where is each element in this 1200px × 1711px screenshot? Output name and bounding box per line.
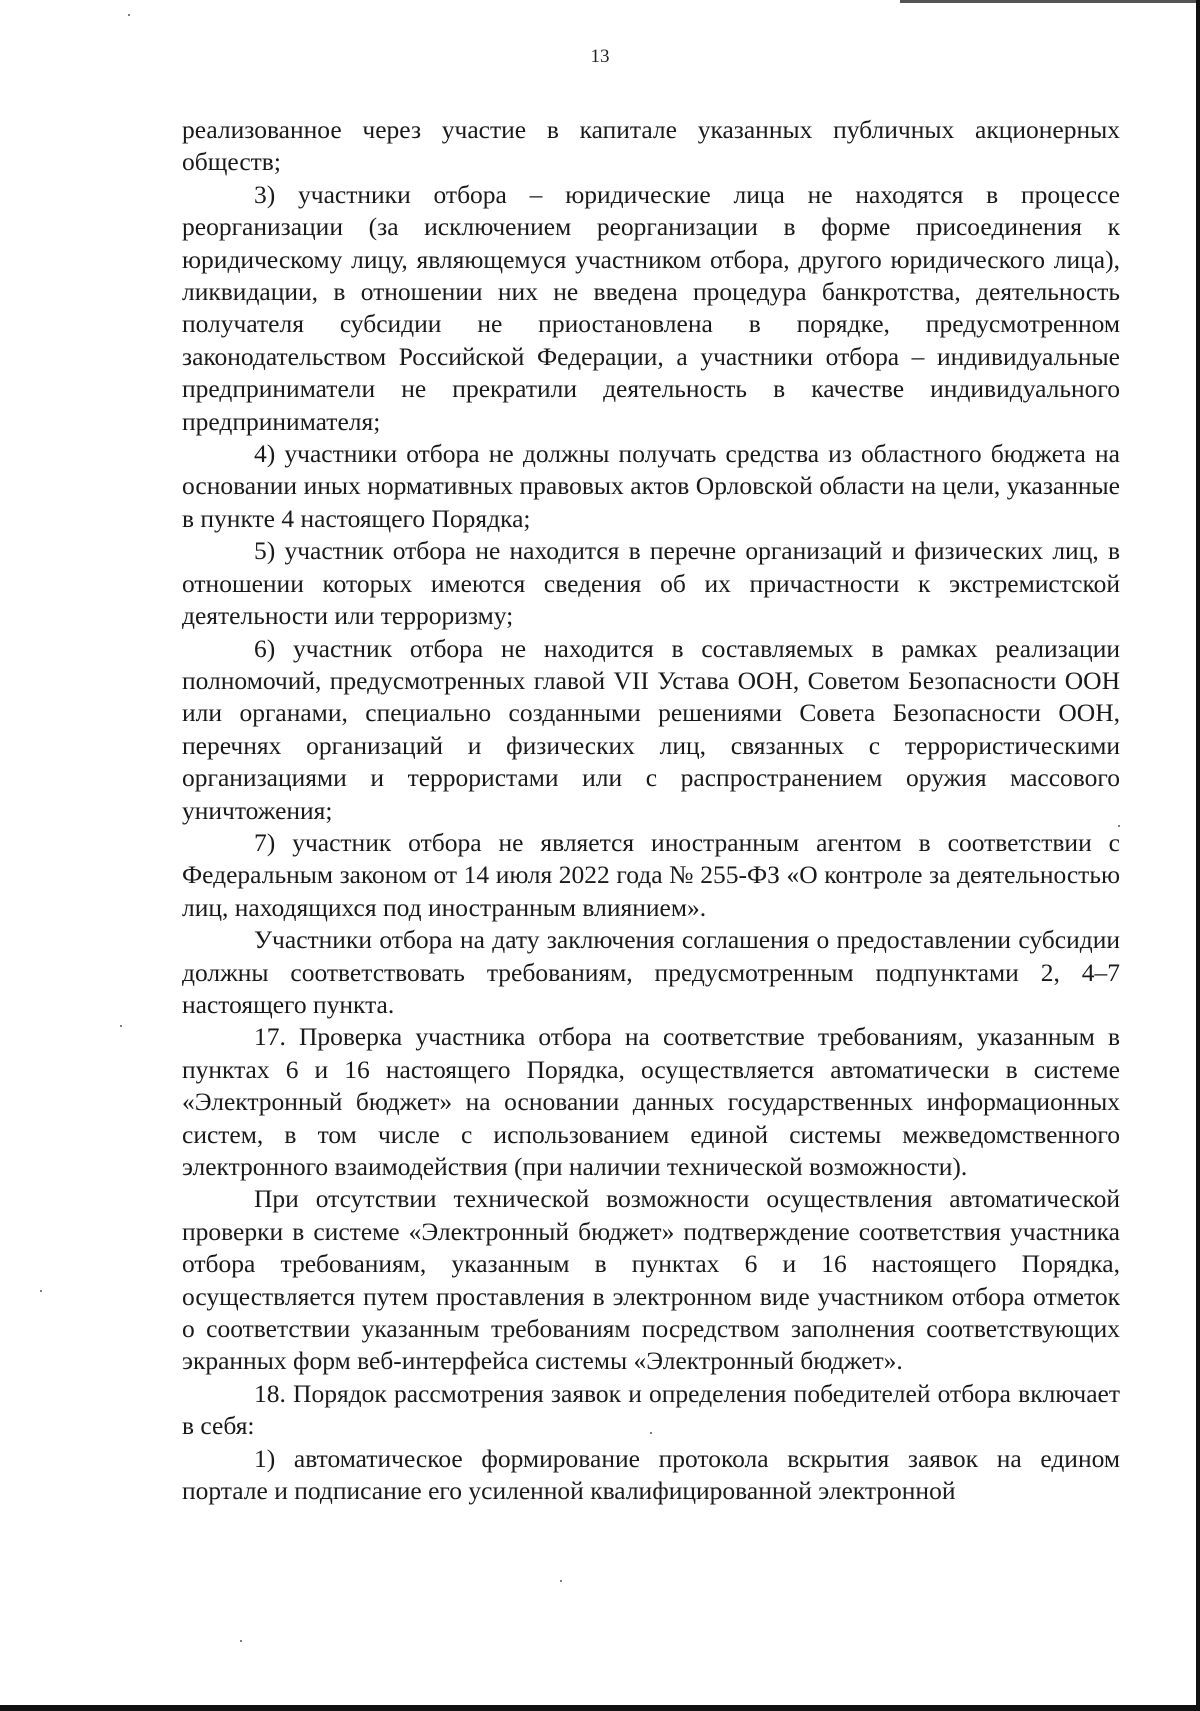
paragraph-section-17: 17. Проверка участника отбора на соответствие требованиям, указанным в пунктах 6 и 16 настоящего Порядка, осуществляется автоматически в системе «Электронный бюджет» на основании данных государственных информационных систем, в том числе с использованием единой системы межведомственного электронного взаимодействия (при наличии технической возможности). [182, 1022, 1120, 1181]
paragraph-manual-check: При отсутствии технической возможности осуществления автоматической проверки в системе «Электронный бюджет» подтверждение соответствия участника отбора требованиям, указанным в пунктах 6 и 16 настоящего Порядка, осуществляется путем проставления в электронном виде участником отбора отметок о соответствии указанным требованиям посредством заполнения соответствующих экранных форм веб-интерфейса системы «Электронный бюджет». [182, 1184, 1120, 1376]
scan-speck [1118, 825, 1120, 827]
page-number: 13 [590, 46, 610, 67]
scan-edge-bottom [0, 1705, 1200, 1711]
document-body [182, 114, 1120, 1507]
paragraph-continuation: реализованное через участие в капитале указанных публичных акционерных обществ; [182, 115, 1120, 177]
paragraph-item-6: 6) участник отбора не находится в составляемых в рамках реализации полномочий, предусмотренных главой VII Устава ООН, Советом Безопасности ООН или органами, специально созданными решениями Совета Безопасности ООН, перечнях организаций и физических лиц, связанных с террористическими организациями и террористами или с распространением оружия массового уничтожения; [182, 633, 1120, 825]
paragraph-item-4: 4) участники отбора не должны получать средства из областного бюджета на основании иных нормативных правовых актов Орловской области на цели, указанные в пункте 4 настоящего Порядка; [182, 439, 1120, 533]
paragraph-item-5: 5) участник отбора не находится в перечне организаций и физических лиц, в отношении которых имеются сведения об их причастности к экстремистской деятельности или терроризму; [182, 536, 1120, 631]
scan-speck [650, 1432, 652, 1434]
scan-speck [560, 1580, 562, 1582]
paragraph-section-18-item-1: 1) автоматическое формирование протокола вскрытия заявок на едином портале и подписание его усиленной квалифицированной электронной [182, 1443, 1120, 1506]
scan-speck [128, 14, 130, 16]
scan-speck [40, 1290, 42, 1292]
scan-edge-right [1196, 0, 1200, 1711]
scan-speck [120, 1025, 122, 1027]
paragraph-section-18: 18. Порядок рассмотрения заявок и определения победителей отбора включает в себя: [182, 1378, 1120, 1441]
paragraph-item-3: 3) участники отбора – юридические лица не находятся в процессе реорганизации (за исключением реорганизации в форме присоединения к юридическому лицу, являющемуся участником отбора, другого юридического лица), ликвидации, в отношении них не введена процедура банкротства, деятельность получателя субсидии не приостановлена в порядке, предусмотренном законодательством Российской Федерации, а участники отбора – индивидуальные предприниматели не прекратили деятельность в качестве индивидуального предпринимателя; [182, 179, 1120, 436]
paragraph-item-7: 7) участник отбора не является иностранным агентом в соответствии с Федеральным законом от 14 июля 2022 года № 255-ФЗ «О контроле за деятельностью лиц, находящихся под иностранным влиянием». [182, 827, 1120, 922]
scan-edge-top [900, 0, 1200, 3]
paragraph-conditions-date: Участники отбора на дату заключения соглашения о предоставлении субсидии должны соответствовать требованиям, предусмотренным подпунктами 2, 4–7 настоящего пункта. [182, 925, 1120, 1019]
scan-speck [240, 1640, 242, 1642]
